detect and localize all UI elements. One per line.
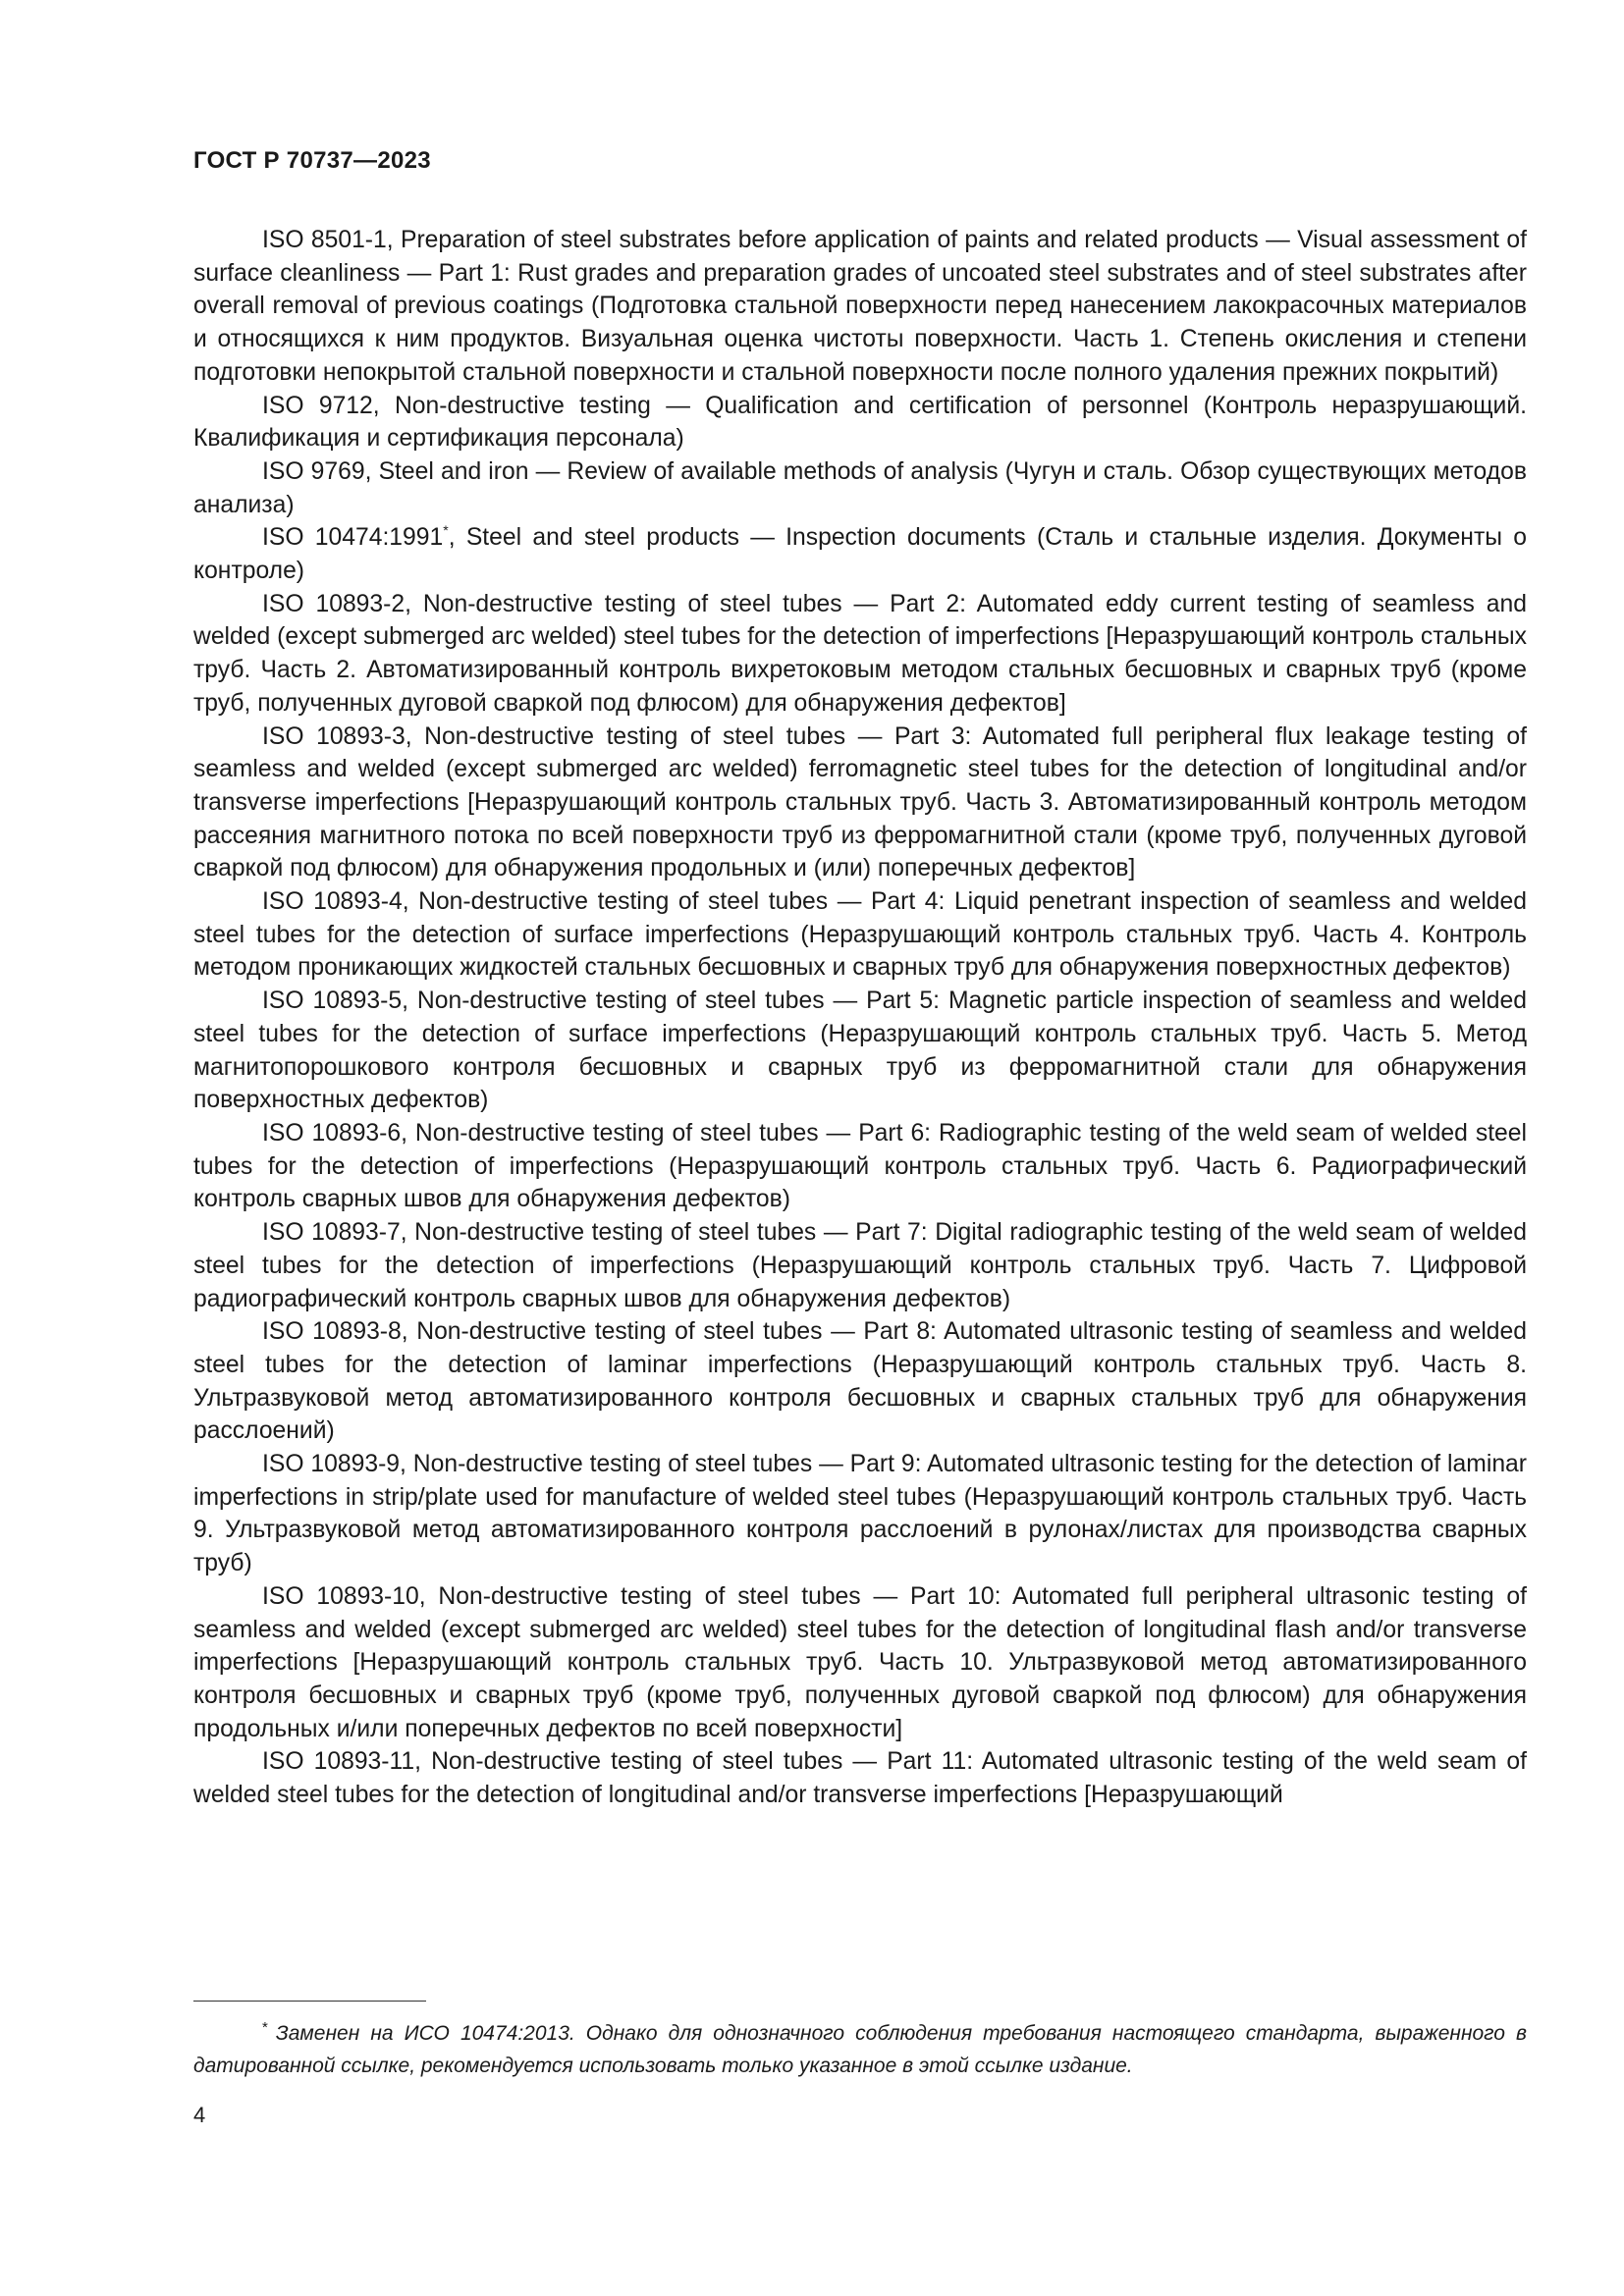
- footnote-text: Заменен на ИСО 10474:2013. Однако для однозначного соблюдения требования настоящего стандарта, выраженного в датированной ссылке, рекомендуется использовать только указанное в этой ссылке издание.: [193, 2022, 1527, 2077]
- reference-iso-10893-2: ISO 10893-2, Non-destructive testing of steel tubes — Part 2: Automated eddy current testing of seamless and welded (except submerged arc welded) steel tubes for the detection of imperfections [Неразрушающий контроль стальных труб. Часть 2. Автоматизированный контроль вихретоковым методом стальных бесшовных и сварных труб (кроме труб, полученных дуговой сваркой под флюсом) для обнаружения дефектов]: [193, 590, 1527, 717]
- reference-iso-9769: ISO 9769, Steel and iron — Review of available methods of analysis (Чугун и сталь. Обзор существующих методов анализа): [193, 457, 1527, 518]
- footnote-reference-mark[interactable]: *: [443, 522, 449, 539]
- reference-iso-9712: ISO 9712, Non-destructive testing — Qualification and certification of personnel (Контроль неразрушающий. Квалификация и сертификация персонала): [193, 392, 1527, 453]
- normative-references-list: [193, 224, 1527, 1812]
- reference-iso-10893-4: ISO 10893-4, Non-destructive testing of steel tubes — Part 4: Liquid penetrant inspection of seamless and welded steel tubes for the detection of surface imperfections (Неразрушающий контроль стальных труб. Часть 4. Контроль методом проникающих жидкостей стальных бесшовных и сварных труб для обнаружения поверхностных дефектов): [193, 888, 1527, 982]
- reference-iso-10893-5: ISO 10893-5, Non-destructive testing of steel tubes — Part 5: Magnetic particle inspection of seamless and welded steel tubes for the detection of surface imperfections (Неразрушающий контроль стальных труб. Часть 5. Метод магнитопорошкового контроля бесшовных и сварных труб из ферромагнитной стали для обнаружения поверхностных дефектов): [193, 988, 1527, 1114]
- reference-iso-10893-7: ISO 10893-7, Non-destructive testing of steel tubes — Part 7: Digital radiographic testing of the weld seam of welded steel tubes for the detection of imperfections (Неразрушающий контроль стальных труб. Часть 7. Цифровой радиографический контроль сварных швов для обнаружения дефектов): [193, 1219, 1527, 1312]
- reference-iso-10474: [193, 521, 1527, 587]
- reference-title: , Steel and steel products — Inspection documents (Сталь и стальные изделия. Документы о контроле): [193, 524, 1527, 585]
- reference-iso-10893-8: ISO 10893-8, Non-destructive testing of steel tubes — Part 8: Automated ultrasonic testing of seamless and welded steel tubes for the detection of laminar imperfections (Неразрушающий контроль стальных труб. Часть 8. Ультразвуковой метод автоматизированного контроля бесшовных и сварных стальных труб для обнаружения расслоений): [193, 1318, 1527, 1445]
- reference-iso-10893-11: ISO 10893-11, Non-destructive testing of steel tubes — Part 11: Automated ultrasonic testing of the weld seam of welded steel tubes for the detection of longitudinal and/or transverse imperfections [Неразрушающий: [193, 1748, 1527, 1809]
- footnote-separator: [193, 2001, 426, 2002]
- page-number: 4: [193, 2103, 206, 2127]
- reference-iso-10893-10: ISO 10893-10, Non-destructive testing of steel tubes — Part 10: Automated full peripheral ultrasonic testing of seamless and welded (except submerged arc welded) steel tubes for the detection of longitudinal flash and/or transverse imperfections [Неразрушающий контроль стальных труб. Часть 10. Ультразвуковой метод автоматизированного контроля бесшовных и сварных труб (кроме труб, полученных дуговой сваркой под флюсом) для обнаружения продольных и/или поперечных дефектов по всей поверхности]: [193, 1582, 1527, 1742]
- document-code-header: ГОСТ Р 70737—2023: [193, 147, 431, 174]
- reference-iso-10893-9: ISO 10893-9, Non-destructive testing of steel tubes — Part 9: Automated ultrasonic testing for the detection of laminar imperfections in strip/plate used for manufacture of welded steel tubes (Неразрушающий контроль стальных труб. Часть 9. Ультразвуковой метод автоматизированного контроля расслоений в рулонах/листах для производства сварных труб): [193, 1451, 1527, 1577]
- reference-iso-8501-1: ISO 8501-1, Preparation of steel substrates before application of paints and related products — Visual assessment of surface cleanliness — Part 1: Rust grades and preparation grades of uncoated steel substrates and of steel substrates after overall removal of previous coatings (Подготовка стальной поверхности перед нанесением лакокрасочных материалов и относящихся к ним продуктов. Визуальная оценка чистоты поверхности. Часть 1. Степень окисления и степени подготовки непокрытой стальной поверхности и стальной поверхности после полного удаления прежних покрытий): [193, 227, 1527, 386]
- reference-iso-10893-6: ISO 10893-6, Non-destructive testing of steel tubes — Part 6: Radiographic testing of the weld seam of welded steel tubes for the detection of imperfections (Неразрушающий контроль стальных труб. Часть 6. Радиографический контроль сварных швов для обнаружения дефектов): [193, 1119, 1527, 1213]
- footnote-mark: *: [262, 2019, 268, 2036]
- reference-code: ISO 10474:1991: [262, 524, 444, 552]
- footnote: [193, 2018, 1527, 2081]
- reference-iso-10893-3: ISO 10893-3, Non-destructive testing of steel tubes — Part 3: Automated full peripheral flux leakage testing of seamless and welded (except submerged arc welded) ferromagnetic steel tubes for the detection of longitudinal and/or transverse imperfections [Неразрушающий контроль стальных труб. Часть 3. Автоматизированный контроль методом рассеяния магнитного потока по всей поверхности труб из ферромагнитной стали (кроме труб, полученных дуговой сваркой под флюсом) для обнаружения продольных и (или) поперечных дефектов]: [193, 722, 1527, 882]
